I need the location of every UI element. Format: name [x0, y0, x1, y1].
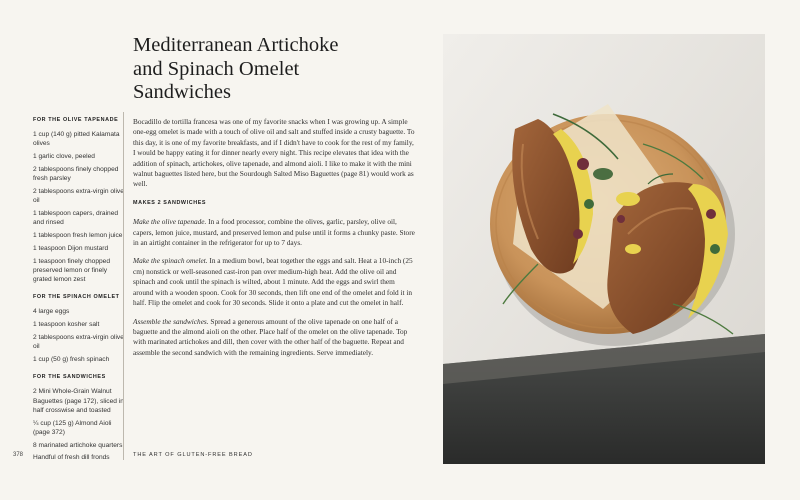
title-line-2: and Spinach Omelet — [133, 57, 300, 80]
step-label: Make the spinach omelet. — [133, 256, 208, 266]
step-text: Spread a generous amount of the olive tapenade on one half of a baguette and the almond aioli on the other. Place half of the omelet on the olive tapenade. Top with marinated artichokes and dill, then cover with the other half of the baguette. Repeat and assemble the second sandwich with the remaining ingredients. Serve immediately. — [133, 316, 408, 357]
ingredient-heading: FOR THE SPINACH OMELET — [33, 294, 120, 301]
ingredient-item: 4 large eggs — [33, 308, 70, 316]
title-line-3: Sandwiches — [133, 81, 231, 103]
ingredient-item: 8 marinated artichoke quarters — [33, 441, 123, 449]
column-divider — [123, 112, 124, 460]
yield-label: MAKES 2 SANDWICHES — [133, 199, 207, 206]
step-text: In a food processor, combine the olives, garlic, parsley, olive oil, capers, lemon juice, mustard, and preserved lemon and pulse until it forms a chunky paste. Store in an airtight container in the refrigerator for up to 7 days. — [133, 217, 415, 248]
step-label: Make the olive tapenade. — [133, 217, 207, 227]
ingredient-item: 1 teaspoon Dijon mustard — [33, 244, 109, 252]
ingredient-item: 1 teaspoon kosher salt — [33, 321, 100, 329]
step-text: In a medium bowl, beat together the eggs and salt. Heat a 10-inch (25 cm) nonstick or well-seasoned cast-iron pan over medium-high heat. Add the olive oil and spinach and cook until the spinach is wilted, about 1 minute. Add the eggs and swirl them around with a wooden spoon. Cook for 30 seconds, then lift one end of the omelet and fold it in half. Flip the omelet and cook for 30 seconds. Slide it onto a plate and cut the omelet in half. — [133, 256, 413, 308]
title-line-1: Mediterranean Artichoke — [133, 34, 339, 56]
step-label: Assemble the sandwiches. — [133, 316, 209, 326]
ingredient-item: ¼ cup (125 g) Almond Aioli (page 372) — [33, 419, 112, 436]
page-number: 378 — [13, 452, 24, 458]
recipe-body — [133, 117, 415, 366]
recipe-step — [133, 317, 415, 359]
ingredient-section-sandwiches — [33, 373, 125, 462]
ingredient-item: 2 Mini Whole-Grain Walnut Baguettes (page 172), sliced in half crosswise and toasted — [33, 388, 124, 414]
ingredient-heading: FOR THE SANDWICHES — [33, 374, 106, 381]
recipe-step — [133, 217, 415, 248]
ingredient-item: 1 cup (50 g) fresh spinach — [33, 356, 110, 363]
ingredient-item: 1 cup (140 g) pitted Kalamata olives — [33, 131, 120, 148]
ingredients-column — [33, 116, 125, 472]
ingredient-heading: FOR THE OLIVE TAPENADE — [33, 117, 119, 123]
recipe-step — [133, 256, 415, 308]
ingredient-item: Handful of fresh dill fronds — [33, 454, 110, 462]
recipe-intro: Bocadillo de tortilla francesa was one of my favorite snacks when I was growing up. A simple one-egg omelet is made with a touch of olive oil and salt and stuffed inside a crusty baguette. To this day, it is one of my favorite breakfasts, and if I didn't have to cook for the rest of my family, I would be happy eating it for dinner nearly every night. This recipe elevates that idea with the addition of spinach, artichokes, olive tapenade, and almond aioli. I like to make it with the mini walnut baguettes listed here, but the Sourdough Salted Miso Baguettes (page 81) would work as well. — [133, 117, 415, 189]
ingredient-item: 2 tablespoons finely chopped fresh parsley — [33, 166, 119, 183]
sandwich-photo-illustration — [443, 34, 765, 464]
running-head: THE ART OF GLUTEN-FREE BREAD — [133, 452, 253, 458]
ingredient-item: 2 tablespoons extra-virgin olive oil — [33, 188, 124, 205]
ingredient-item: 1 garlic clove, peeled — [33, 153, 95, 161]
ingredient-item: 1 teaspoon finely chopped preserved lemon or finely grated lemon zest — [33, 257, 110, 283]
recipe-title — [133, 34, 423, 105]
sandwich-photo — [443, 34, 765, 464]
ingredient-item: 2 tablespoons extra-virgin olive oil — [33, 334, 124, 351]
ingredient-section-omelet — [33, 293, 125, 364]
ingredient-item: 1 tablespoon capers, drained and rinsed — [33, 210, 119, 227]
ingredient-section-tapenade — [33, 116, 125, 284]
ingredient-item: 1 tablespoon fresh lemon juice — [33, 232, 123, 239]
